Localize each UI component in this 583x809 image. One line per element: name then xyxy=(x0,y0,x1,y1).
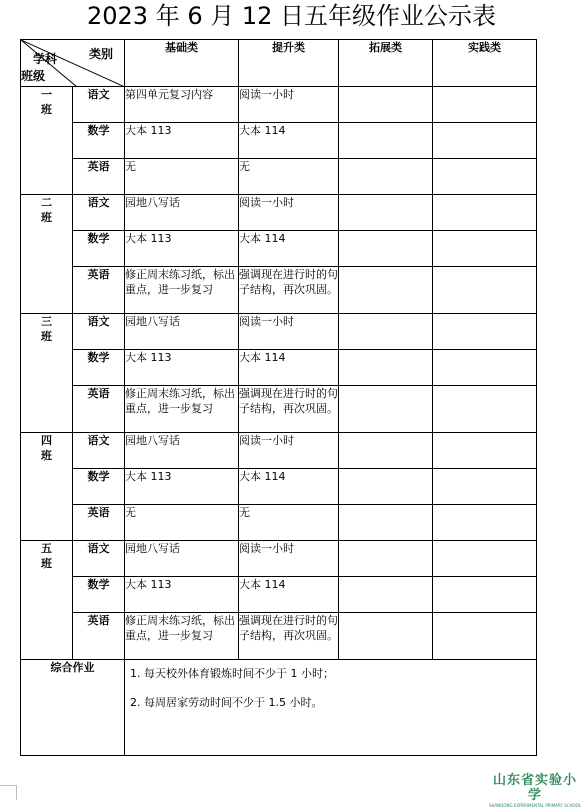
extended-homework-cell xyxy=(339,541,433,577)
basic-homework-cell: 大本 113 xyxy=(125,577,239,613)
extended-homework-cell xyxy=(339,314,433,350)
basic-homework-cell: 园地八写话 xyxy=(125,195,239,231)
basic-homework-cell: 无 xyxy=(125,505,239,541)
extended-homework-cell xyxy=(339,87,433,123)
corner-category-label: 类别 xyxy=(89,47,114,61)
subject-cell: 数学 xyxy=(73,350,125,386)
class-name-line2: 班 xyxy=(41,211,52,224)
class-name-line1: 三 xyxy=(41,315,52,328)
basic-homework-cell: 修正周末练习纸，标出重点，进一步复习 xyxy=(125,267,239,314)
subject-cell: 英语 xyxy=(73,505,125,541)
header-extended: 拓展类 xyxy=(339,40,433,87)
table-row xyxy=(21,577,537,613)
extended-homework-cell xyxy=(339,231,433,267)
subject-cell: 英语 xyxy=(73,267,125,314)
corner-mark xyxy=(0,785,17,800)
school-logo-text: 山东省实验小学 xyxy=(492,773,577,803)
practice-homework-cell xyxy=(433,469,537,505)
summary-row xyxy=(21,660,537,756)
subject-cell: 语文 xyxy=(73,433,125,469)
basic-homework-cell: 修正周末练习纸，标出重点，进一步复习 xyxy=(125,613,239,660)
table-row xyxy=(21,314,537,350)
table-row xyxy=(21,613,537,660)
practice-homework-cell xyxy=(433,613,537,660)
advanced-homework-cell: 大本 114 xyxy=(239,231,339,267)
basic-homework-cell: 大本 113 xyxy=(125,123,239,159)
subject-cell: 数学 xyxy=(73,231,125,267)
table-row xyxy=(21,231,537,267)
advanced-homework-cell: 无 xyxy=(239,505,339,541)
advanced-homework-cell: 阅读一小时 xyxy=(239,314,339,350)
class-name-line1: 一 xyxy=(41,88,52,101)
table-row xyxy=(21,159,537,195)
basic-homework-cell: 大本 113 xyxy=(125,350,239,386)
extended-homework-cell xyxy=(339,267,433,314)
subject-cell: 英语 xyxy=(73,613,125,660)
table-row xyxy=(21,350,537,386)
summary-label: 综合作业 xyxy=(21,660,125,756)
practice-homework-cell xyxy=(433,505,537,541)
header-practice: 实践类 xyxy=(433,40,537,87)
subject-cell: 语文 xyxy=(73,541,125,577)
header-basic: 基础类 xyxy=(125,40,239,87)
subject-cell: 语文 xyxy=(73,314,125,350)
practice-homework-cell xyxy=(433,267,537,314)
advanced-homework-cell: 阅读一小时 xyxy=(239,541,339,577)
class-cell xyxy=(21,314,73,433)
class-name-line1: 四 xyxy=(41,434,52,447)
basic-homework-cell: 第四单元复习内容 xyxy=(125,87,239,123)
extended-homework-cell xyxy=(339,159,433,195)
subject-cell: 语文 xyxy=(73,195,125,231)
class-name-line2: 班 xyxy=(41,557,52,570)
class-name-line2: 班 xyxy=(41,103,52,116)
practice-homework-cell xyxy=(433,433,537,469)
practice-homework-cell xyxy=(433,123,537,159)
header-advanced: 提升类 xyxy=(239,40,339,87)
advanced-homework-cell: 阅读一小时 xyxy=(239,87,339,123)
subject-cell: 语文 xyxy=(73,87,125,123)
advanced-homework-cell: 阅读一小时 xyxy=(239,433,339,469)
page-title: 2023 年 6 月 12 日五年级作业公示表 xyxy=(86,2,497,30)
table-row xyxy=(21,541,537,577)
subject-cell: 英语 xyxy=(73,159,125,195)
corner-class-label: 班级 xyxy=(21,69,46,83)
extended-homework-cell xyxy=(339,433,433,469)
subject-cell: 数学 xyxy=(73,469,125,505)
extended-homework-cell xyxy=(339,123,433,159)
advanced-homework-cell: 强调现在进行时的句子结构，再次巩固。 xyxy=(239,267,339,314)
table-row xyxy=(21,123,537,159)
practice-homework-cell xyxy=(433,87,537,123)
advanced-homework-cell: 强调现在进行时的句子结构，再次巩固。 xyxy=(239,386,339,433)
header-row xyxy=(21,40,537,87)
basic-homework-cell: 大本 113 xyxy=(125,469,239,505)
class-cell xyxy=(21,87,73,195)
practice-homework-cell xyxy=(433,350,537,386)
practice-homework-cell xyxy=(433,541,537,577)
basic-homework-cell: 无 xyxy=(125,159,239,195)
subject-cell: 数学 xyxy=(73,123,125,159)
advanced-homework-cell: 大本 114 xyxy=(239,469,339,505)
practice-homework-cell xyxy=(433,159,537,195)
summary-item: 2. 每周居家劳动时间不少于 1.5 小时。 xyxy=(130,696,323,709)
advanced-homework-cell: 无 xyxy=(239,159,339,195)
summary-item: 1. 每天校外体育锻炼时间不少于 1 小时； xyxy=(130,667,334,680)
practice-homework-cell xyxy=(433,386,537,433)
summary-content xyxy=(125,660,537,756)
class-name-line2: 班 xyxy=(41,449,52,462)
advanced-homework-cell: 强调现在进行时的句子结构，再次巩固。 xyxy=(239,613,339,660)
basic-homework-cell: 大本 113 xyxy=(125,231,239,267)
homework-table xyxy=(20,39,537,756)
extended-homework-cell xyxy=(339,613,433,660)
advanced-homework-cell: 大本 114 xyxy=(239,350,339,386)
advanced-homework-cell: 阅读一小时 xyxy=(239,195,339,231)
advanced-homework-cell: 大本 114 xyxy=(239,123,339,159)
extended-homework-cell xyxy=(339,350,433,386)
table-row xyxy=(21,505,537,541)
school-logo-english: SHANDONG EXPERIMENTAL PRIMARY SCHOOL xyxy=(488,803,582,808)
corner-subject-label: 学科 xyxy=(33,52,58,66)
subject-cell: 数学 xyxy=(73,577,125,613)
corner-header xyxy=(21,40,125,87)
table-row xyxy=(21,267,537,314)
extended-homework-cell xyxy=(339,195,433,231)
table-row xyxy=(21,87,537,123)
subject-cell: 英语 xyxy=(73,386,125,433)
basic-homework-cell: 园地八写话 xyxy=(125,541,239,577)
advanced-homework-cell: 大本 114 xyxy=(239,577,339,613)
class-cell xyxy=(21,541,73,660)
class-cell xyxy=(21,433,73,541)
practice-homework-cell xyxy=(433,231,537,267)
extended-homework-cell xyxy=(339,386,433,433)
table-row xyxy=(21,433,537,469)
basic-homework-cell: 园地八写话 xyxy=(125,314,239,350)
class-cell xyxy=(21,195,73,314)
extended-homework-cell xyxy=(339,505,433,541)
table-row xyxy=(21,386,537,433)
school-logo xyxy=(488,773,582,809)
class-name-line1: 五 xyxy=(41,542,52,555)
class-name-line1: 二 xyxy=(41,196,52,209)
table-row xyxy=(21,469,537,505)
practice-homework-cell xyxy=(433,195,537,231)
extended-homework-cell xyxy=(339,577,433,613)
practice-homework-cell xyxy=(433,577,537,613)
class-name-line2: 班 xyxy=(41,330,52,343)
extended-homework-cell xyxy=(339,469,433,505)
basic-homework-cell: 修正周末练习纸，标出重点，进一步复习 xyxy=(125,386,239,433)
practice-homework-cell xyxy=(433,314,537,350)
basic-homework-cell: 园地八写话 xyxy=(125,433,239,469)
table-row xyxy=(21,195,537,231)
